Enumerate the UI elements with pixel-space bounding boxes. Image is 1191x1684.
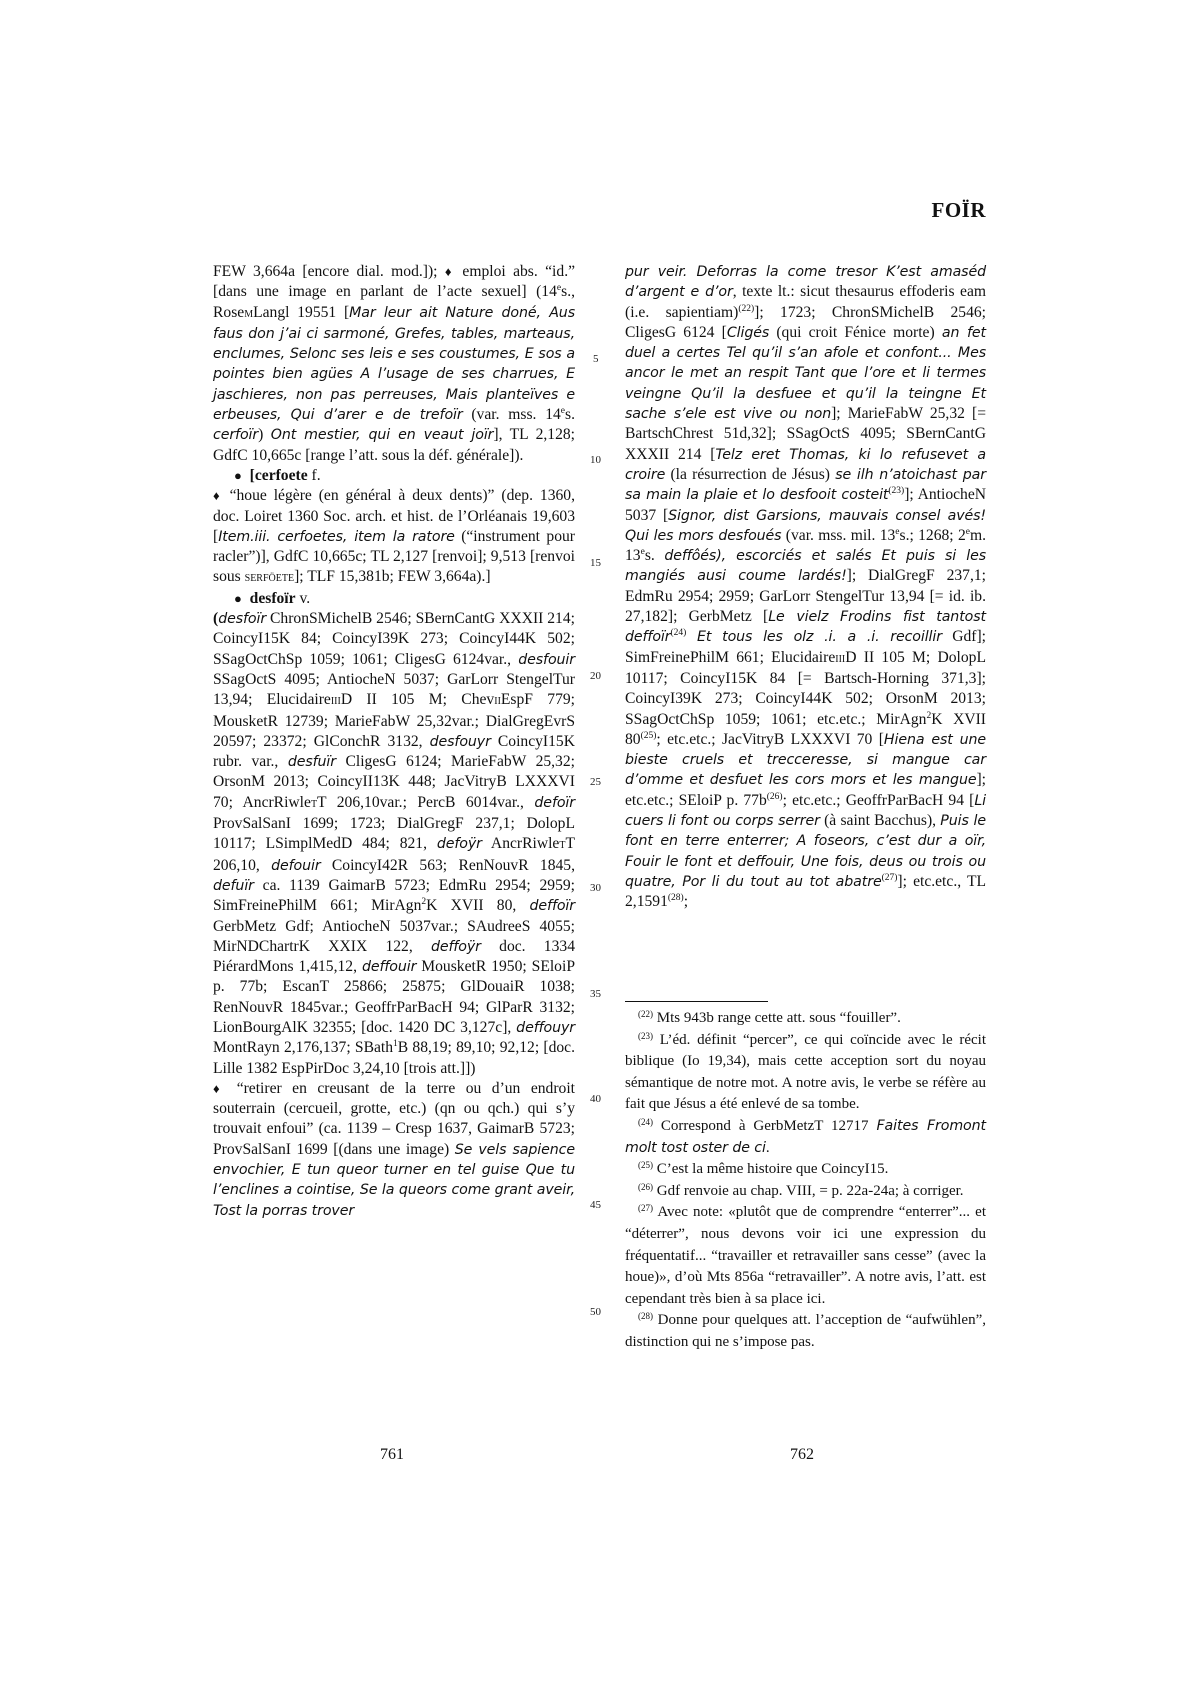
entry-heading-desfoir: ● desfoïr v. <box>234 589 311 607</box>
left-column <box>213 262 575 1221</box>
footnote-23: $^{(23)}$ L’éd. définit “percer”, ce qui coïncide avec le récit biblique (Io 19,34), mais cette acception sort du noyau sémantique de notre mot. A notre avis, le verbe se réfère au fait que Jésus a été enlevé de sa tombe. <box>625 1030 986 1113</box>
entry-heading-cerfoete: ● [cerfoete f. <box>234 466 321 484</box>
line-number: 25 <box>590 776 601 788</box>
footnote-ref[interactable]: (24) <box>670 628 687 639</box>
diamond-bullet-icon: ♦ <box>213 1080 227 1096</box>
page-header-title: FOÏR <box>931 198 986 222</box>
line-number: 10 <box>590 454 601 466</box>
footnotes <box>625 1008 986 1354</box>
diamond-bullet-icon: ♦ <box>444 264 456 279</box>
line-number: 45 <box>590 1199 601 1211</box>
line-number: 50 <box>590 1306 601 1318</box>
footnote-25: $^{(25)}$ C’est la même histoire que CoincyI15. <box>638 1160 889 1178</box>
line-number: 20 <box>590 670 601 682</box>
paragraph-foir-usage: FEW 3,664a [encore dial. mod.]); ♦ emploi abs. “id.” [dans une image en parlant de l’acte sexuel] (14es., RosemLangl 19551 [Mar leur ait Nature doné, Aus faus don j’ai ci sarmoné, Grefes, tables, marteaus, enclumes, Selonc ses leis e ses coustumes, E sos a pointes bien agües A l’usage de ses charrues, E jaschieres, non pas perreuses, Mais planteïves e erbeuses, Qui d’arer e de trefoïr (var. mss. 14es. cerfoïr) Ont mestier, qui en veaut joïr], TL 2,128; GdfC 10,665c [range l’att. sous la déf. générale]). <box>213 263 576 464</box>
line-number: 5 <box>593 353 599 365</box>
paragraph-desfoir-citations: pur veir. Deforras la come tresor K’est amaséd d’argent e d’or, texte lt.: sicut thesaurus effoderis eam (i.e. sapientiam)$^{(22)}$]; 1723; ChronSMichelB 2546; CligesG 6124 [Cligés (qui croit Fénice morte) an fet duel a certes Tel qu’il s’an afole et confont... Mes ancor le met an respit Tant que l’ore et li termes veingne Qu’il la desfuee et qu’il la teingne Et sache s’ele est vive ou non]; MarieFabW 25,32 [= BartschChrest 51d,32]; SSagOctS 4095; SBernCantG XXXII 214 [Telz eret Thomas, ki lo refusevet a croire (la résurrection de Jésus) se ilh n’atoichast par sa main la plaie et lo desfooit costeit$^{(23)}$]; AntiocheN 5037 [Signor, dist Garsions, mauvais consel avés! Qui les mors desfoués (var. mss. mil. 13es.; 1268; 2em. 13es. deffôés), escorciés et salés Et puis si les mangiés ausi coume lardés!]; DialGregF 237,1; EdmRu 2954; 2959; GarLorr StengelTur 13,94 [= id. ib. 27,182]; GerbMetz [Le vielz Frodins fist tantost deffoïr$^{(24)}$ Et tous les olz .i. a .i. recoillir Gdf]; SimFreinePhilM 661; ElucidaireiiiD II 105 M; DolopL 10117; CoincyI15K 84 [= Bartsch-Horning 371,3]; CoincyI39K 273; CoincyI44K 502; OrsonM 2013; SSagOctChSp 1059; 1061; etc.etc.; MirAgn$^2$K XVII 80$^{(25)}$; etc.etc.; JacVitryB LXXXVI 70 [Hiena est une bieste cruels et trecceresse, si mangue car d’omme et desfuet les cors mors et les mangue]; etc.etc.; SEloiP p. $77b^{(26)}$; etc.etc.; GeoffrParBacH 94 [Li cuers li font ou corps serrer (à saint Bacchus), Puis le font en terre enterrer; A foseors, c’est dur a oïr, Fouir le font et deffouir, Une fois, deus ou trois ou quatre, Por li du tout au tot abatre$^{(27)}$]; etc.etc., TL 2,1591$^{(28)}$; <box>625 264 987 911</box>
footnote-separator <box>625 1001 768 1002</box>
line-number: 15 <box>590 557 601 569</box>
right-column <box>625 262 986 913</box>
footnote-24: $^{(24)}$ Correspond à GerbMetzT 12717 Faites Fromont molt tost oster de ci. <box>625 1116 986 1156</box>
footnote-27: $^{(27)}$ Avec note: «plutôt que de comprendre “enterrer”... et “déterrer”, nous devons voir ici une expression du fréquentatif... “travailler et retravailler sans cesse” (avec la houe)», d’où Mts 856a “retravailler”. A notre avis, l’att. est cependant très bien à sa place ici. <box>625 1203 986 1307</box>
footnote-ref[interactable]: (22) <box>738 303 755 314</box>
footnote-ref[interactable]: (26) <box>766 791 783 802</box>
line-number: 30 <box>590 882 601 894</box>
footnote-28: $^{(28)}$ Donne pour quelques att. l’acception de “aufwühlen”, distinction qui ne s’impose pas. <box>625 1311 986 1350</box>
bullet-icon: ● <box>234 467 242 483</box>
footnote-ref[interactable]: (27) <box>881 872 898 883</box>
diamond-bullet-icon: ♦ <box>213 488 223 504</box>
footnote-ref[interactable]: (23) <box>888 486 905 497</box>
paragraph-cerfoete-definition: ♦ “houe légère (en général à deux dents)” (dep. 1360, doc. Loiret 1360 Soc. arch. et hist. de l’Orléanais 19,603 [Item.iii. cerfoetes, item la ratore (“instrument pour racler”)], GdfC 10,665c; TL 2,127 [renvoi]; 9,513 [renvoi sous serföete]; TLF 15,381b; FEW 3,664a).] <box>213 487 575 586</box>
footnote-26: $^{(26)}$ Gdf renvoie au chap. VIII, = p. 22a-24a; à corriger. <box>638 1181 964 1199</box>
footnote-ref[interactable]: (28) <box>667 893 684 904</box>
footnote-ref[interactable]: (25) <box>640 730 657 741</box>
bullet-icon: ● <box>234 590 242 606</box>
paragraph-desfoir-definition: ♦ “retirer en creusant de la terre ou d’un endroit souterrain (cercueil, grotte, etc.) (qn ou qch.) qui s’y trouvait enfoui” (ca. 1139 – Cresp 1637, GaimarB 5723; ProvSalSanI 1699 [(dans une image) Se vels sapience envochier, E tun queor turner en tel guise Que tu l’enclines a cointise, Se la queors come grant aveir, Tost la porras trover <box>213 1079 575 1219</box>
page-number-left: 761 <box>380 1446 404 1463</box>
line-number: 40 <box>590 1093 601 1105</box>
page-number-right: 762 <box>790 1446 814 1463</box>
line-number: 35 <box>590 988 601 1000</box>
paragraph-desfoir-forms: (desfoïr ChronSMichelB 2546; SBernCantG XXXII 214; CoincyI15K 84; CoincyI39K 273; CoincyI44K 502; SSagOctChSp 1059; 1061; CligesG 6124var., desfouir SSagOctS 4095; AntiocheN 5037; GarLorr StengelTur 13,94; ElucidaireiiiD II 105 M; CheviiEspF 779; MousketR 12739; MarieFabW 25,32var.; DialGregEvrS 20597; 23372; GlConchR 3132, desfouyr CoincyI15K rubr. var., desfuïr CligesG 6124; MarieFabW 25,32; OrsonM 2013; CoincyII13K 448; JacVitryB LXXXVI 70; AncrRiwletT 206,10var.; PercB 6014var., defoïr ProvSalSanI 1699; 1723; DialGregF 237,1; DolopL 10117; LSimplMedD 484; 821, defoÿr AncrRiwletT 206,10, defouir CoincyI42R 563; RenNouvR 1845, defuïr ca. 1139 GaimarB 5723; EdmRu 2954; 2959; SimFreinePhilM 661; MirAgn$^2$K XVII 80, deffoïr GerbMetz Gdf; AntiocheN 5037var.; SAudreeS 4055; MirNDChartrK XXIX 122, deffoÿr doc. 1334 PiérardMons 1,415,12, deffouir MousketR 1950; SEloiP p. 77b; EscanT 25866; 25875; GlDouaiR 1038; RenNouvR 1845var.; GeoffrParBacH 94; GlParR 3132; LionBourgAlK 32355; [doc. 1420 DC 3,127c], deffouyr MontRayn 2,176,137; SBath$^1$B 88,19; 89,10; 92,12; [doc. Lille 1382 EspPirDoc 3,24,10 [trois att.]]) <box>213 610 576 1077</box>
footnote-22: $^{(22)}$ Mts 943b range cette att. sous “fouiller”. <box>638 1009 901 1026</box>
